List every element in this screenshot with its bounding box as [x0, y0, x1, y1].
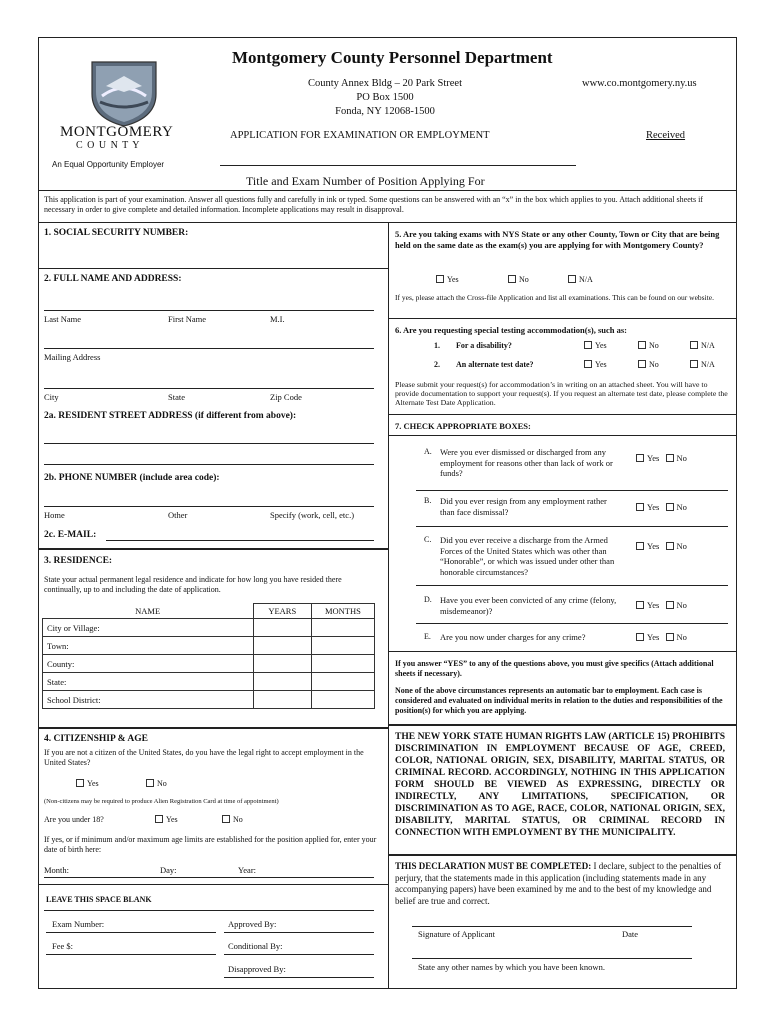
s6-1-yes[interactable]	[584, 341, 607, 351]
q7c-text: Did you ever receive a discharge from the Armed Forces of the United States which was other than “Honorable”, or which was issued under other than honorable circumstances?	[440, 535, 615, 577]
checkbox-icon[interactable]	[666, 454, 674, 462]
s1-heading: 1. SOCIAL SECURITY NUMBER:	[44, 228, 189, 238]
q7c-yn[interactable]	[636, 541, 687, 551]
month-label: Month:	[44, 865, 70, 875]
q7a-text: Were you ever dismissed or discharged from any employment for reasons other than lack of work or funds?	[440, 447, 613, 478]
q7e-divider	[388, 651, 737, 652]
checkbox-icon[interactable]	[636, 454, 644, 462]
under18-label: Are you under 18?	[44, 815, 104, 824]
s7-rule	[388, 435, 737, 436]
residence-years-header: YEARS	[253, 604, 311, 619]
under18-no-label: No	[233, 815, 243, 824]
day-label: Day:	[160, 865, 177, 875]
checkbox-icon[interactable]	[666, 542, 674, 550]
equal-opportunity-text: An Equal Opportunity Employer	[52, 160, 165, 169]
q7b-text: Did you ever resign from any employment rather than face dismissal?	[440, 496, 607, 517]
q7c-yes-label: Yes	[647, 541, 660, 551]
approved-line	[224, 932, 374, 933]
s6-item1-text: For a disability?	[456, 341, 512, 350]
checkbox-icon[interactable]	[584, 341, 592, 349]
checkbox-icon[interactable]	[636, 633, 644, 641]
s5-na-label: N/A	[579, 275, 593, 284]
specify-label: Specify (work, cell, etc.)	[270, 510, 355, 520]
s6-2-yes-label: Yes	[595, 360, 607, 369]
q7e-text: Are you now under charges for any crime?	[440, 632, 586, 642]
q7a-yes-label: Yes	[647, 453, 660, 463]
q7b-divider	[416, 526, 728, 527]
checkbox-icon[interactable]	[584, 360, 592, 368]
s4-heading: 4. CITIZENSHIP & AGE	[44, 734, 148, 744]
checkbox-icon[interactable]	[666, 503, 674, 511]
last-name-label: Last Name	[44, 314, 82, 324]
conditional-line	[224, 954, 374, 955]
q7d-no-label: No	[676, 600, 687, 610]
checkbox-icon[interactable]	[222, 815, 230, 823]
q7e-letter: E.	[424, 632, 431, 641]
table-row[interactable]	[43, 655, 375, 673]
conditional-label: Conditional By:	[228, 941, 283, 951]
fee-line	[46, 954, 216, 955]
name-line	[44, 310, 374, 311]
s5-no[interactable]	[508, 275, 529, 285]
human-rights-divider	[388, 854, 737, 856]
column-divider	[388, 222, 389, 989]
residence-row-label: Town:	[43, 637, 254, 655]
q7a-no-label: No	[676, 453, 687, 463]
signature-line	[412, 926, 692, 927]
declaration-bold: THIS DECLARATION MUST BE COMPLETED:	[395, 861, 592, 871]
other-label: Other	[168, 510, 188, 520]
checkbox-icon[interactable]	[508, 275, 516, 283]
website-text: www.co.montgomery.ny.us	[582, 78, 697, 89]
address-line1: County Annex Bldg – 20 Park Street	[308, 78, 462, 89]
q7d-yes-label: Yes	[647, 600, 660, 610]
blank-title: LEAVE THIS SPACE BLANK	[46, 895, 152, 904]
table-row[interactable]	[43, 619, 375, 637]
human-rights-notice: THE NEW YORK STATE HUMAN RIGHTS LAW (ARTICLE 15) PROHIBITS DISCRIMINATION IN EMPLOYMENT BECAUSE OF AGE, CREED, COLOR, NATIONAL ORIGIN, SEX, DISABILITY, MARITAL STATUS, OR CRIMINAL RECORD. ACCORDINGLY, NOTHING IN THIS APPLICATION FORM SHOULD BE VIEWED AS EXPRESSING, DIRECTLY OR INDIRECTLY, ANY LIMITATIONS, SPECIFICATION, OR DISCRIMINATION AS TO AGE, RACE, COLOR, NATIONAL ORIGIN, SEX, DISABILITY, MARITAL STATUS, OR CRIMINAL RECORD IN CONNECTION WITH EMPLOYMENT BY THE MUNICIPALITY.	[395, 732, 725, 838]
s6-item2-text: An alternate test date?	[456, 360, 534, 369]
checkbox-icon[interactable]	[666, 601, 674, 609]
s5-note: If yes, please attach the Cross-file Application and list all examinations. This can be found on our website.	[395, 293, 714, 302]
q7e-no-label: No	[676, 632, 687, 642]
s6-2-na[interactable]	[690, 360, 715, 370]
position-line	[220, 165, 576, 166]
s3-heading: 3. RESIDENCE:	[44, 556, 113, 566]
q7b-no-label: No	[676, 502, 687, 512]
dob-line	[44, 877, 374, 878]
s5-question: 5. Are you taking exams with NYS State or any other County, Town or City that are being held on the same date as the exam(s) you are applying for with Montgomery County?	[395, 229, 720, 250]
q7e-yes-label: Yes	[647, 632, 660, 642]
s7-yes-note: If you answer “YES” to any of the questions above, you must give specifics (Attach additional sheets if necessary).	[395, 659, 714, 678]
position-label: Title and Exam Number of Position Applying For	[246, 174, 485, 188]
city-line	[44, 388, 374, 389]
mailing-label: Mailing Address	[44, 352, 101, 362]
other-names-label: State any other names by which you have been known.	[418, 962, 605, 972]
year-label: Year:	[238, 865, 257, 875]
intro-text: This application is part of your examination. Answer all questions fully and carefully in ink or typed. Some questions can be answered with an “x” in the box which applies to you. Attach additional sheets if necessary in order to give complete and detailed information. Incomplete applications may result in disapproval.	[44, 195, 703, 214]
s7-divider	[388, 724, 737, 726]
citizen-no[interactable]	[146, 779, 167, 789]
approved-label: Approved By:	[228, 919, 277, 929]
checkbox-icon[interactable]	[638, 360, 646, 368]
q7a-yn[interactable]	[636, 453, 687, 463]
s7-bar-note: None of the above circumstances represents an automatic bar to employment. Each case is considered and evaluated on individual merits in relation to the duties and responsibilities of the position(s) for which you are applying.	[395, 686, 723, 715]
other-names-line	[412, 958, 692, 959]
s3-text: State your actual permanent legal residence and indicate for how long you have resided there continually, up to and including the date of application.	[44, 575, 342, 594]
s3-divider	[38, 727, 388, 729]
received-label: Received	[646, 130, 686, 141]
s5-yes-label: Yes	[447, 275, 459, 284]
zip-label: Zip Code	[270, 392, 302, 402]
s2-heading: 2. FULL NAME AND ADDRESS:	[44, 274, 182, 284]
checkbox-icon[interactable]	[636, 601, 644, 609]
s1-divider	[38, 268, 388, 269]
home-label: Home	[44, 510, 65, 520]
q7b-letter: B.	[424, 496, 432, 505]
under18-no[interactable]	[222, 815, 243, 825]
checkbox-icon[interactable]	[568, 275, 576, 283]
q7a-divider	[416, 490, 728, 491]
s5-no-label: No	[519, 275, 529, 284]
s4-divider	[38, 884, 388, 885]
q7c-divider	[416, 585, 728, 586]
s6-question: 6. Are you requesting special testing accommodation(s), such as:	[395, 325, 628, 335]
exam-number-label: Exam Number:	[52, 919, 105, 929]
s6-1-no-label: No	[649, 341, 659, 350]
s2a-line1	[44, 443, 374, 444]
checkbox-icon[interactable]	[690, 360, 698, 368]
age-text: If yes, or if minimum and/or maximum age limits are established for the position applied for, enter your date of birth here:	[44, 835, 377, 854]
declaration-text	[395, 861, 730, 907]
residence-row-label: School District:	[43, 691, 254, 709]
checkbox-icon[interactable]	[76, 779, 84, 787]
q7b-yes-label: Yes	[647, 502, 660, 512]
q7d-letter: D.	[424, 595, 432, 604]
citizen-yes-label: Yes	[87, 779, 99, 788]
s5-divider	[388, 318, 737, 319]
fee-label: Fee $:	[52, 941, 74, 951]
residence-name-header: NAME	[43, 604, 254, 619]
s2a-line2	[44, 464, 374, 465]
address-line3: Fonda, NY 12068-1500	[335, 106, 435, 117]
email-line	[106, 540, 374, 541]
checkbox-icon[interactable]	[436, 275, 444, 283]
signature-label: Signature of Applicant	[418, 929, 495, 939]
s6-item1-number: 1.	[434, 341, 440, 350]
table-row[interactable]	[43, 673, 375, 691]
disapproved-line	[224, 977, 374, 978]
phone-line	[44, 506, 374, 507]
s7-heading: 7. CHECK APPROPRIATE BOXES:	[395, 421, 531, 431]
residence-row-label: State:	[43, 673, 254, 691]
under18-yes[interactable]	[155, 815, 178, 825]
residence-table	[42, 603, 375, 709]
q7d-divider	[416, 623, 728, 624]
s2b-heading: 2b. PHONE NUMBER (include area code):	[44, 473, 220, 483]
q7d-yn[interactable]	[636, 600, 687, 610]
logo-line2: C O U N T Y	[76, 140, 141, 151]
city-label: City	[44, 392, 59, 402]
blank-divider	[44, 910, 374, 911]
department-title: Montgomery County Personnel Department	[232, 48, 553, 67]
citizen-yes[interactable]	[76, 779, 99, 789]
citizen-no-label: No	[157, 779, 167, 788]
q7b-yn[interactable]	[636, 502, 687, 512]
s2a-heading: 2a. RESIDENT STREET ADDRESS (if different from above):	[44, 411, 297, 421]
checkbox-icon[interactable]	[155, 815, 163, 823]
first-name-label: First Name	[168, 314, 207, 324]
residence-row-label: City or Village:	[43, 619, 254, 637]
disapproved-label: Disapproved By:	[228, 964, 286, 974]
table-row[interactable]	[43, 691, 375, 709]
q7c-letter: C.	[424, 535, 432, 544]
s4-text: If you are not a citizen of the United States, do you have the legal right to accept employment in the United States?	[44, 748, 364, 767]
s5-yes[interactable]	[436, 275, 459, 285]
checkbox-icon[interactable]	[636, 542, 644, 550]
checkbox-icon[interactable]	[666, 633, 674, 641]
s6-1-na[interactable]	[690, 341, 715, 351]
residence-row-label: County:	[43, 655, 254, 673]
checkbox-icon[interactable]	[638, 341, 646, 349]
checkbox-icon[interactable]	[690, 341, 698, 349]
under18-yes-label: Yes	[166, 815, 178, 824]
q7d-text: Have you ever been convicted of any crime (felony, misdemeanor)?	[440, 595, 617, 616]
checkbox-icon[interactable]	[146, 779, 154, 787]
header-divider	[38, 190, 737, 191]
table-row[interactable]	[43, 637, 375, 655]
noncitizen-note: (Non-citizens may be required to produce Alien Registration Card at time of appointment)	[44, 798, 279, 805]
state-label: State	[168, 392, 185, 402]
mi-label: M.I.	[270, 314, 285, 324]
residence-months-header: MONTHS	[311, 604, 374, 619]
s6-divider	[388, 414, 737, 415]
s6-item2-number: 2.	[434, 360, 440, 369]
mailing-line	[44, 348, 374, 349]
s2c-heading: 2c. E-MAIL:	[44, 530, 97, 540]
s6-note: Please submit your request(s) for accommodation’s in writing on an attached sheet. You will have to provide documentation to support your request(s). If you request an alternate test date, please complete the Alternate Test Date Application.	[395, 380, 728, 407]
s2c-divider	[38, 548, 388, 550]
s6-2-na-label: N/A	[701, 360, 715, 369]
logo-line1: MONTGOMERY	[60, 124, 174, 140]
address-line2: PO Box 1500	[356, 92, 414, 103]
s6-2-yes[interactable]	[584, 360, 607, 370]
checkbox-icon[interactable]	[636, 503, 644, 511]
exam-line	[46, 932, 216, 933]
s6-1-na-label: N/A	[701, 341, 715, 350]
s6-2-no[interactable]	[638, 360, 659, 370]
s6-1-no[interactable]	[638, 341, 659, 351]
q7c-no-label: No	[676, 541, 687, 551]
s5-na[interactable]	[568, 275, 593, 285]
s6-1-yes-label: Yes	[595, 341, 607, 350]
form-title: APPLICATION FOR EXAMINATION OR EMPLOYMENT	[230, 130, 490, 141]
declaration-body: I declare, subject to the penalties of perjury, that the statements made in this application (including statements made in any accompanying papers) have been examined by me and to the best of my knowledge and belief are true and correct.	[395, 861, 722, 906]
s6-2-no-label: No	[649, 360, 659, 369]
q7a-letter: A.	[424, 447, 432, 456]
q7e-yn[interactable]	[636, 632, 687, 642]
date-label: Date	[622, 929, 639, 939]
